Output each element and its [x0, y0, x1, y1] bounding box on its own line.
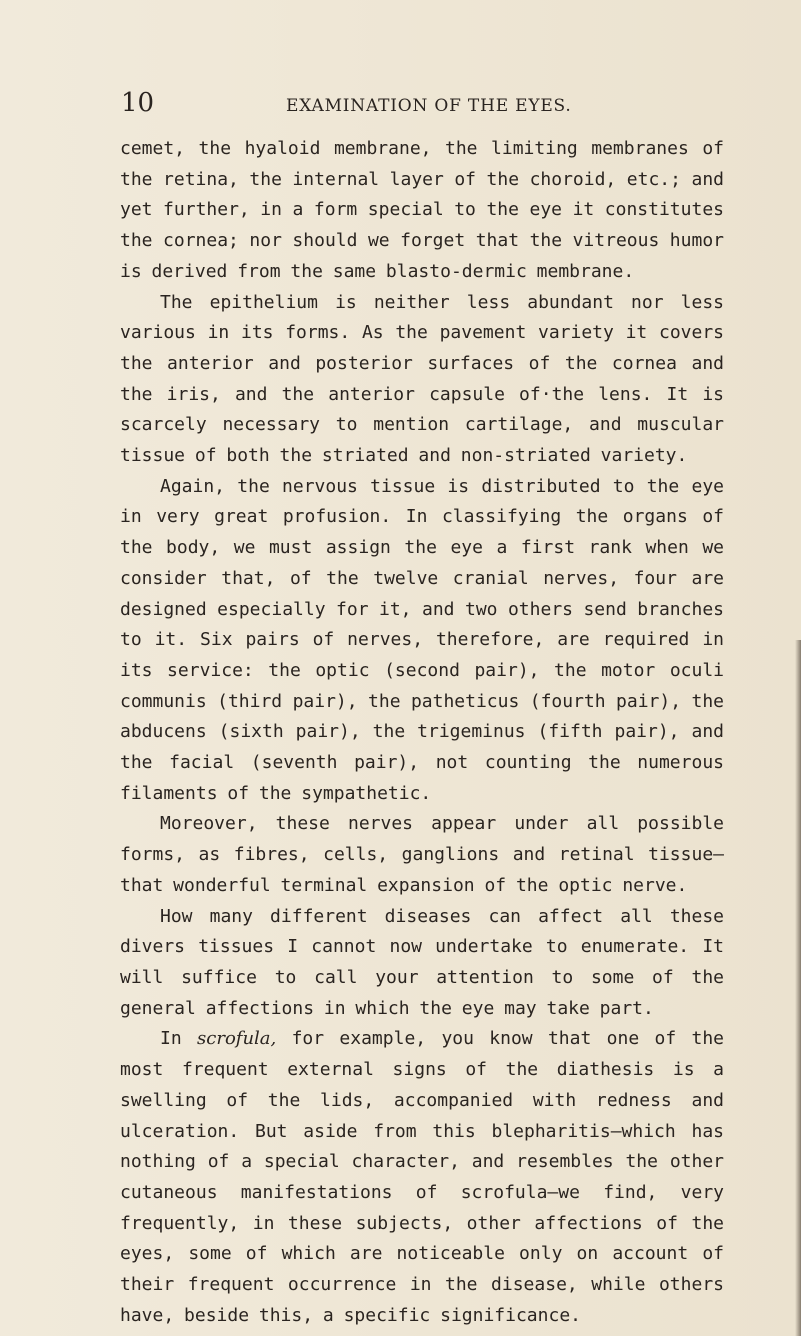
paragraph-diseases: How many different diseases can affect all these divers tissues I cannot now undertake to enumerate. It will suffice to call your attention to some of the general affections in which the eye may take part. — [120, 905, 724, 1019]
page-edge-shadow — [795, 640, 801, 1336]
page-header — [0, 86, 801, 126]
paragraph-epithelium: The epithelium is neither less abundant nor less various in its forms. As the pavement variety it covers the anterior and posterior surfaces of the cornea and the iris, and the anterior capsule of·the lens. It is scarcely necessary to mention cartilage, and muscular tissue of both the striated and non-striated variety. — [120, 291, 724, 467]
page-number: 10 — [121, 88, 155, 118]
running-head: EXAMINATION OF THE EYES. — [286, 96, 572, 116]
scrofula-lead: In — [160, 1028, 198, 1050]
paragraph-nervous-tissue: Again, the nervous tissue is distributed to the eye in very great profusion. In classifying the organs of the body, we must assign the eye a first rank when we consider that, of the twelve cranial nerves, four are designed especially for it, and two others send branches to it. Six pairs of nerves, therefore, are required in its service: the optic (second pair), the motor oculi communis (third pair), the patheticus (fourth pair), the abducens (sixth pair), the trigeminus (fifth pair), and the facial (seventh pair), not counting the numerous filaments of the sympathetic. — [120, 475, 724, 804]
paragraph-scrofula — [120, 1024, 724, 1331]
paragraph-continued: cemet, the hyaloid membrane, the limiting membranes of the retina, the internal layer of the choroid, etc.; and yet further, in a form special to the eye it constitutes the cornea; nor should we forget that the vitreous humor is derived from the same blasto-dermic membrane. — [120, 138, 724, 282]
paragraph-nerve-forms: Moreover, these nerves appear under all possible forms, as fibres, cells, ganglions and retinal tissue—that wonderful terminal expansion of the optic nerve. — [120, 813, 724, 896]
body-text — [120, 134, 724, 1331]
scrofula-term: scrofula, — [197, 1028, 277, 1050]
scrofula-text: for example, you know that one of the most frequent external signs of the diathesis is a swelling of the lids, accompanied with redness and ulceration. But aside from this blepharitis—which has nothing of a special character, and resembles the other cutaneous manifestations of scrofula—we find, very frequently, in these subjects, other affections of the eyes, some of which are noticeable only on account of their frequent occurrence in the disease, while others have, beside this, a specific significance. — [120, 1028, 724, 1326]
